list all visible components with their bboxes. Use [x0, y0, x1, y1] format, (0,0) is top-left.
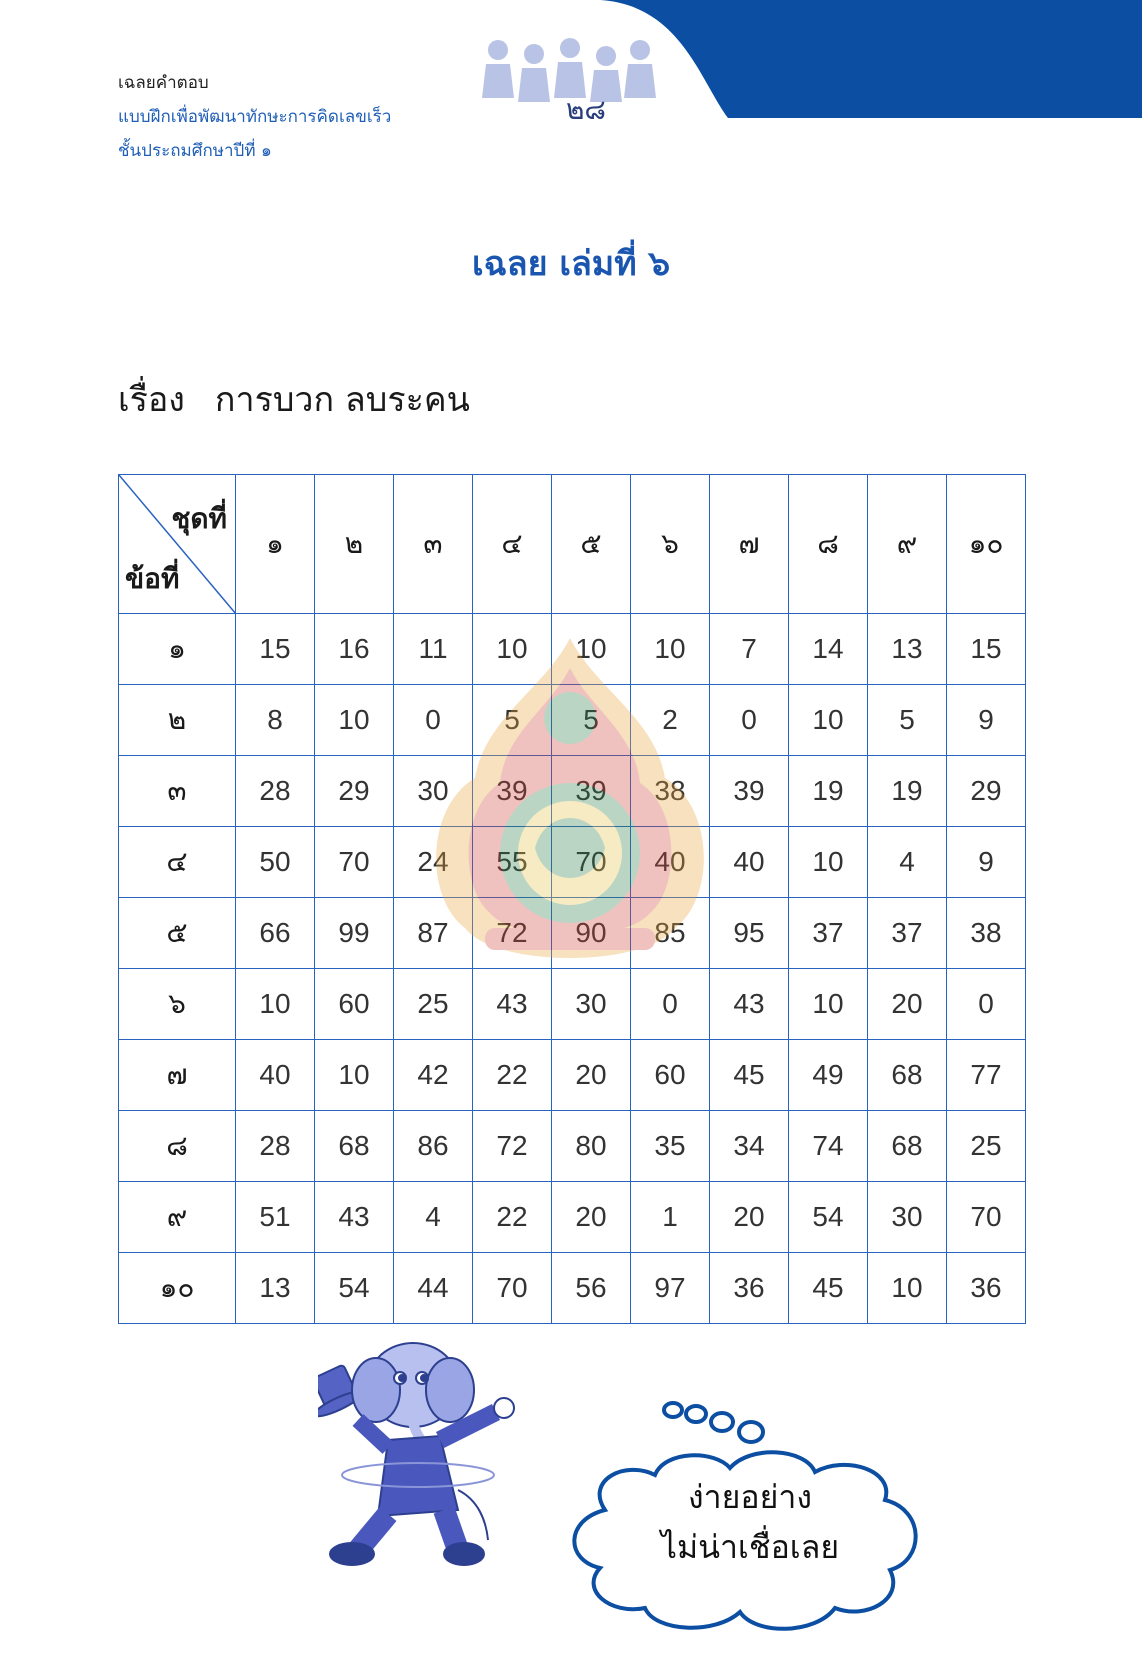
- answer-cell: 0: [394, 685, 473, 756]
- header-block: [118, 66, 391, 168]
- answer-cell: 29: [315, 756, 394, 827]
- set-header: ๖: [631, 475, 710, 614]
- answer-cell: 37: [789, 898, 868, 969]
- answer-cell: 43: [710, 969, 789, 1040]
- answer-cell: 77: [947, 1040, 1026, 1111]
- answer-cell: 44: [394, 1253, 473, 1324]
- table-row: [119, 898, 1026, 969]
- set-header: ๔: [473, 475, 552, 614]
- answer-cell: 30: [394, 756, 473, 827]
- answer-cell: 99: [315, 898, 394, 969]
- answer-cell: 40: [631, 827, 710, 898]
- answer-cell: 10: [473, 614, 552, 685]
- table-row: [119, 1182, 1026, 1253]
- table-row: [119, 1253, 1026, 1324]
- set-header: ๕: [552, 475, 631, 614]
- set-header: ๓: [394, 475, 473, 614]
- answer-cell: 72: [473, 1111, 552, 1182]
- set-header: ๒: [315, 475, 394, 614]
- table-body: [119, 614, 1026, 1324]
- answer-cell: 28: [236, 1111, 315, 1182]
- row-header: ๖: [119, 969, 236, 1040]
- answer-table: [118, 474, 1026, 1324]
- answer-cell: 38: [631, 756, 710, 827]
- header-answer-key: เฉลยคำตอบ: [118, 73, 209, 93]
- answer-cell: 13: [868, 614, 947, 685]
- answer-cell: 66: [236, 898, 315, 969]
- answer-cell: 35: [631, 1111, 710, 1182]
- answer-cell: 70: [315, 827, 394, 898]
- answer-cell: 7: [710, 614, 789, 685]
- row-header: ๙: [119, 1182, 236, 1253]
- answer-cell: 51: [236, 1182, 315, 1253]
- answer-cell: 45: [789, 1253, 868, 1324]
- answer-cell: 50: [236, 827, 315, 898]
- table-row: [119, 756, 1026, 827]
- row-header: ๘: [119, 1111, 236, 1182]
- row-header: ๑: [119, 614, 236, 685]
- answer-cell: 0: [631, 969, 710, 1040]
- answer-cell: 11: [394, 614, 473, 685]
- answer-cell: 70: [473, 1253, 552, 1324]
- answer-cell: 10: [868, 1253, 947, 1324]
- table-row: [119, 685, 1026, 756]
- answer-cell: 10: [552, 614, 631, 685]
- answer-cell: 90: [552, 898, 631, 969]
- answer-cell: 0: [947, 969, 1026, 1040]
- corner-item-label: ข้อที่: [125, 562, 180, 595]
- answer-cell: 68: [315, 1111, 394, 1182]
- answer-cell: 4: [394, 1182, 473, 1253]
- answer-cell: 39: [473, 756, 552, 827]
- answer-cell: 5: [552, 685, 631, 756]
- answer-cell: 13: [236, 1253, 315, 1324]
- page-title: เฉลย เล่มที่ ๖: [471, 244, 671, 284]
- answer-table-wrap: [118, 474, 1026, 1324]
- set-header: ๑: [236, 475, 315, 614]
- header-grade: ชั้นประถมศึกษาปีที่ ๑: [118, 141, 272, 161]
- answer-cell: 68: [868, 1040, 947, 1111]
- answer-cell: 45: [710, 1040, 789, 1111]
- answer-cell: 43: [315, 1182, 394, 1253]
- answer-cell: 20: [710, 1182, 789, 1253]
- thought-cloud-text: [620, 1472, 880, 1572]
- answer-cell: 4: [868, 827, 947, 898]
- topic-heading: [118, 372, 470, 426]
- answer-cell: 74: [789, 1111, 868, 1182]
- answer-cell: 9: [947, 685, 1026, 756]
- answer-cell: 5: [473, 685, 552, 756]
- answer-cell: 16: [315, 614, 394, 685]
- answer-cell: 15: [236, 614, 315, 685]
- answer-cell: 10: [789, 827, 868, 898]
- answer-cell: 30: [552, 969, 631, 1040]
- table-header-row: [119, 475, 1026, 614]
- answer-cell: 70: [947, 1182, 1026, 1253]
- answer-cell: 72: [473, 898, 552, 969]
- answer-cell: 55: [473, 827, 552, 898]
- answer-cell: 85: [631, 898, 710, 969]
- set-header: ๗: [710, 475, 789, 614]
- set-header: ๙: [868, 475, 947, 614]
- topic-label: เรื่อง: [118, 380, 185, 420]
- corner-set-label: ชุดที่: [171, 502, 227, 535]
- answer-cell: 95: [710, 898, 789, 969]
- answer-cell: 10: [236, 969, 315, 1040]
- answer-cell: 14: [789, 614, 868, 685]
- answer-cell: 28: [236, 756, 315, 827]
- answer-cell: 25: [394, 969, 473, 1040]
- row-header: ๕: [119, 898, 236, 969]
- answer-cell: 87: [394, 898, 473, 969]
- answer-cell: 20: [552, 1182, 631, 1253]
- table-row: [119, 969, 1026, 1040]
- answer-cell: 34: [710, 1111, 789, 1182]
- answer-cell: 49: [789, 1040, 868, 1111]
- header-book-title: แบบฝึกเพื่อพัฒนาทักษะการคิดเลขเร็ว: [118, 107, 392, 127]
- row-header: ๒: [119, 685, 236, 756]
- row-header: ๔: [119, 827, 236, 898]
- row-header: ๓: [119, 756, 236, 827]
- answer-cell: 68: [868, 1111, 947, 1182]
- answer-cell: 40: [236, 1040, 315, 1111]
- answer-cell: 43: [473, 969, 552, 1040]
- answer-cell: 20: [868, 969, 947, 1040]
- answer-cell: 0: [710, 685, 789, 756]
- answer-cell: 8: [236, 685, 315, 756]
- bubble-line-2: ไม่น่าเชื่อเลย: [660, 1528, 840, 1566]
- row-header: ๗: [119, 1040, 236, 1111]
- table-row: [119, 827, 1026, 898]
- answer-cell: 22: [473, 1040, 552, 1111]
- answer-cell: 54: [789, 1182, 868, 1253]
- answer-cell: 24: [394, 827, 473, 898]
- answer-cell: 60: [631, 1040, 710, 1111]
- answer-cell: 25: [947, 1111, 1026, 1182]
- answer-cell: 1: [631, 1182, 710, 1253]
- answer-cell: 15: [947, 614, 1026, 685]
- page-number: ๒๘: [565, 93, 607, 126]
- answer-cell: 19: [868, 756, 947, 827]
- answer-cell: 36: [710, 1253, 789, 1324]
- topic-name: การบวก ลบระคน: [214, 380, 470, 420]
- answer-cell: 60: [315, 969, 394, 1040]
- set-header: ๑๐: [947, 475, 1026, 614]
- row-header: ๑๐: [119, 1253, 236, 1324]
- answer-cell: 10: [631, 614, 710, 685]
- answer-cell: 40: [710, 827, 789, 898]
- answer-cell: 10: [315, 1040, 394, 1111]
- answer-cell: 10: [789, 685, 868, 756]
- answer-cell: 10: [789, 969, 868, 1040]
- table-row: [119, 1040, 1026, 1111]
- set-header: ๘: [789, 475, 868, 614]
- answer-cell: 56: [552, 1253, 631, 1324]
- table-row: [119, 1111, 1026, 1182]
- answer-cell: 19: [789, 756, 868, 827]
- answer-cell: 86: [394, 1111, 473, 1182]
- answer-cell: 5: [868, 685, 947, 756]
- answer-cell: 9: [947, 827, 1026, 898]
- bubble-line-1: ง่ายอย่าง: [688, 1478, 812, 1516]
- answer-cell: 38: [947, 898, 1026, 969]
- elephant-mascot-icon: [318, 1340, 538, 1570]
- answer-cell: 22: [473, 1182, 552, 1253]
- answer-cell: 36: [947, 1253, 1026, 1324]
- answer-cell: 20: [552, 1040, 631, 1111]
- answer-cell: 80: [552, 1111, 631, 1182]
- table-row: [119, 614, 1026, 685]
- answer-cell: 2: [631, 685, 710, 756]
- answer-cell: 37: [868, 898, 947, 969]
- answer-cell: 10: [315, 685, 394, 756]
- table-corner-cell: [119, 475, 236, 614]
- answer-cell: 39: [552, 756, 631, 827]
- answer-cell: 42: [394, 1040, 473, 1111]
- answer-cell: 70: [552, 827, 631, 898]
- answer-cell: 39: [710, 756, 789, 827]
- answer-cell: 97: [631, 1253, 710, 1324]
- answer-cell: 54: [315, 1253, 394, 1324]
- answer-cell: 29: [947, 756, 1026, 827]
- answer-cell: 30: [868, 1182, 947, 1253]
